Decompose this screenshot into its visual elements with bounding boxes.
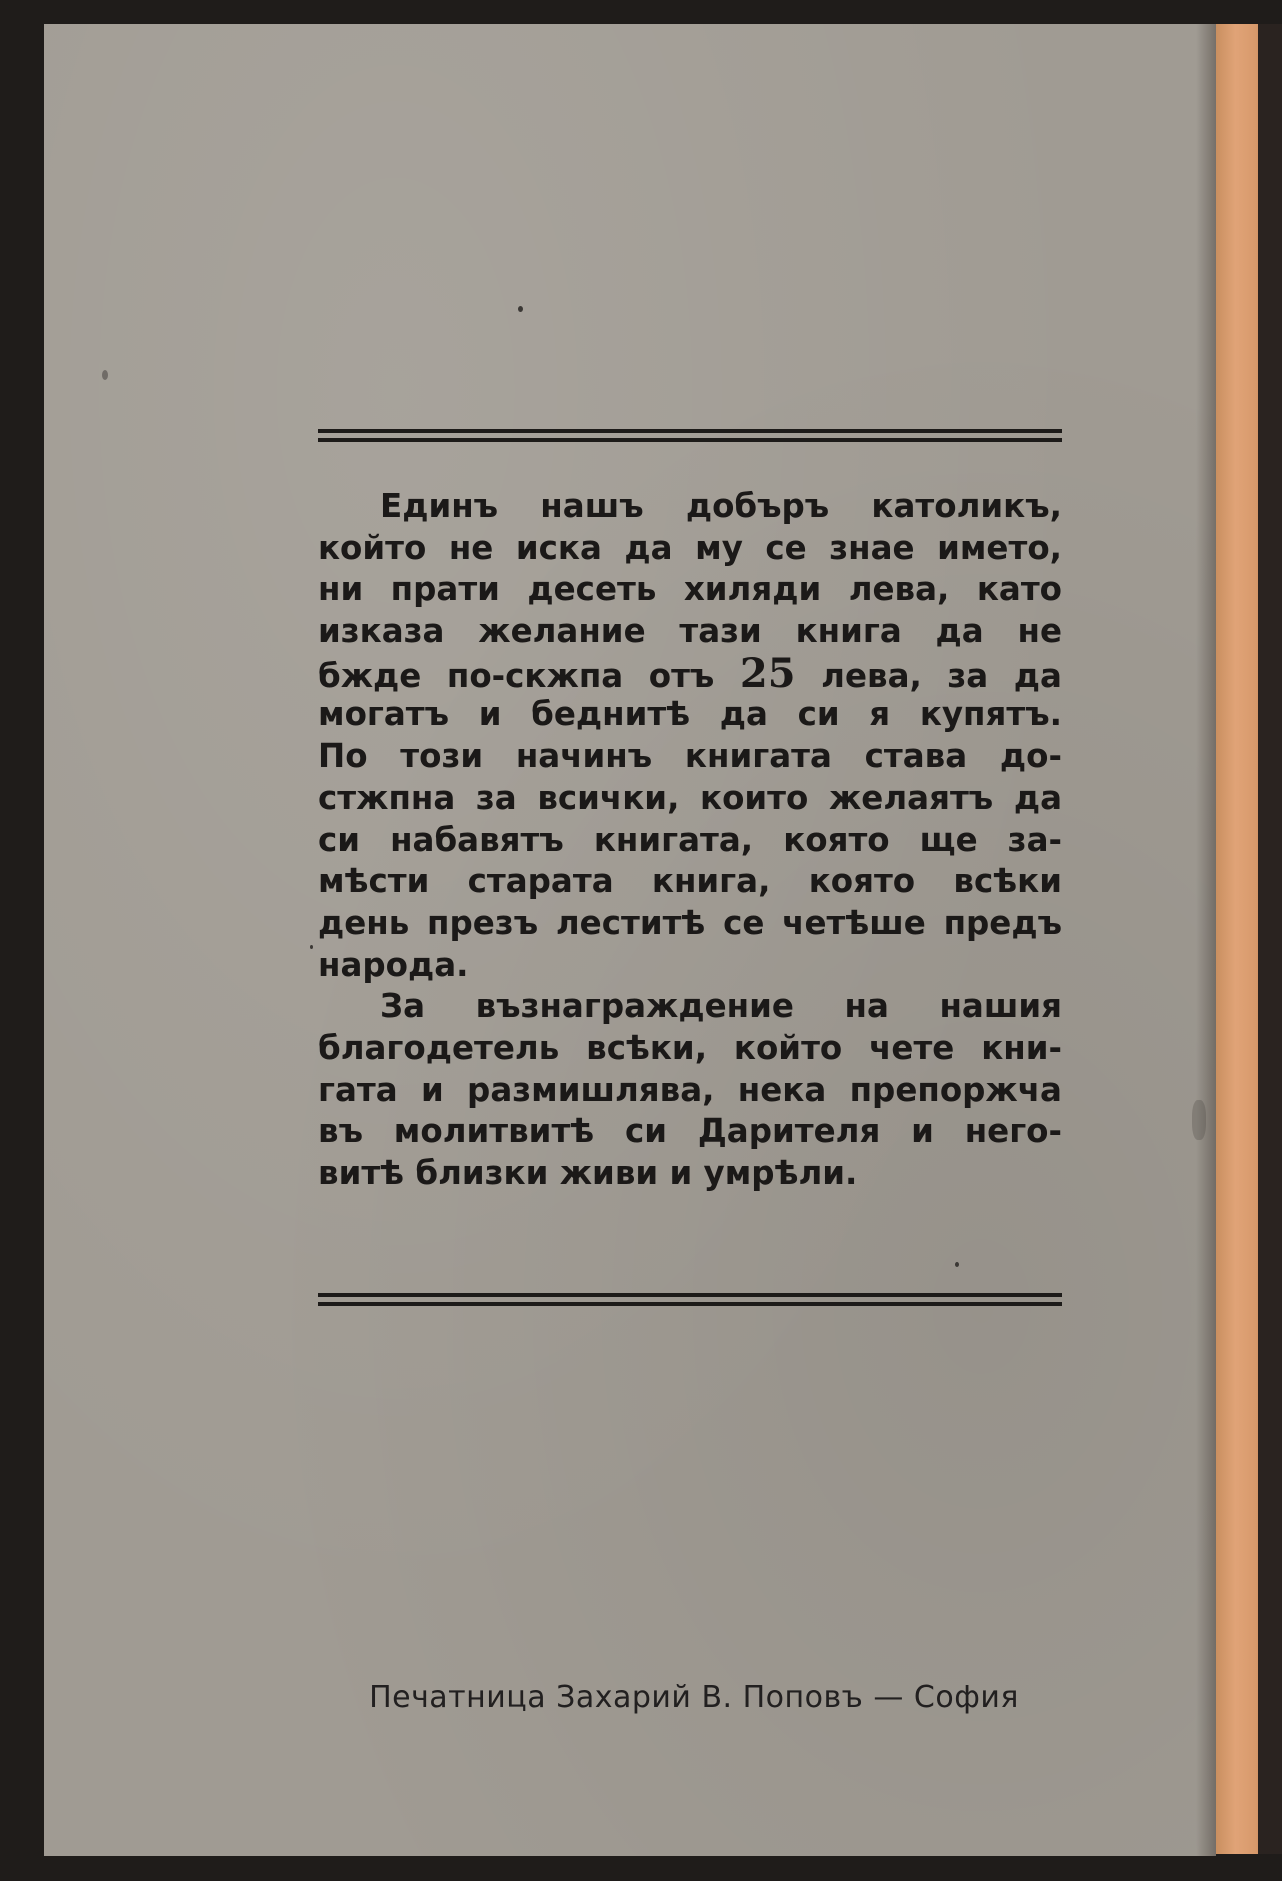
- text-line: който не иска да му се знае името,: [318, 528, 1062, 567]
- text-line: За възнаграждение на нашия: [380, 987, 1062, 1026]
- text-line: Единъ нашъ добъръ католикъ,: [380, 487, 1062, 525]
- text-line: стжпна за всички, които желаятъ да: [318, 778, 1062, 817]
- text-line: благодетель всѣки, който чете кни-: [318, 1028, 1062, 1067]
- page-edge-wear: [1192, 1100, 1206, 1140]
- text-line: могатъ и беднитѣ да си я купятъ.: [318, 695, 1062, 734]
- page-gutter-shadow: [1196, 24, 1216, 1856]
- text-line: мѣсти старата книга, която всѣки: [318, 862, 1062, 901]
- paper-speck: [518, 306, 523, 312]
- text-line: По този начинъ книгата става до-: [318, 737, 1062, 776]
- paper-speck: [955, 1262, 959, 1267]
- dedication-text-block: [318, 486, 1062, 1195]
- text-line: ни прати десеть хиляди лева, като: [318, 570, 1062, 609]
- text-line: день презъ леститѣ се четѣше предъ: [318, 903, 1062, 942]
- printer-imprint: Печатница Захарий В. Поповъ — София: [369, 1680, 1019, 1715]
- text-line: народа.: [318, 945, 469, 984]
- text-line: витѣ близки живи и умрѣли.: [318, 1154, 858, 1192]
- paper-speck: [102, 370, 108, 380]
- top-double-rule: [318, 429, 1062, 443]
- text-line: въ молитвитѣ си Дарителя и него-: [318, 1112, 1062, 1151]
- text-fragment: бжде по-скжпа отъ: [318, 656, 715, 695]
- rule-line: [318, 438, 1062, 442]
- price-number: 25: [739, 652, 796, 695]
- bottom-double-rule: [318, 1293, 1062, 1307]
- text-line: си набавятъ книгата, която ще за-: [318, 820, 1062, 859]
- text-line: гата и размишлява, нека препоржча: [318, 1070, 1062, 1109]
- rule-line: [318, 1302, 1062, 1306]
- text-line: изказа желание тази книга да не: [318, 612, 1062, 651]
- scan-background-edge: [1258, 24, 1282, 1854]
- text-line-with-price: [318, 653, 1062, 695]
- rule-line: [318, 429, 1062, 433]
- text-fragment: лева, за да: [821, 656, 1062, 695]
- paper-speck: [310, 945, 313, 949]
- rule-line: [318, 1293, 1062, 1297]
